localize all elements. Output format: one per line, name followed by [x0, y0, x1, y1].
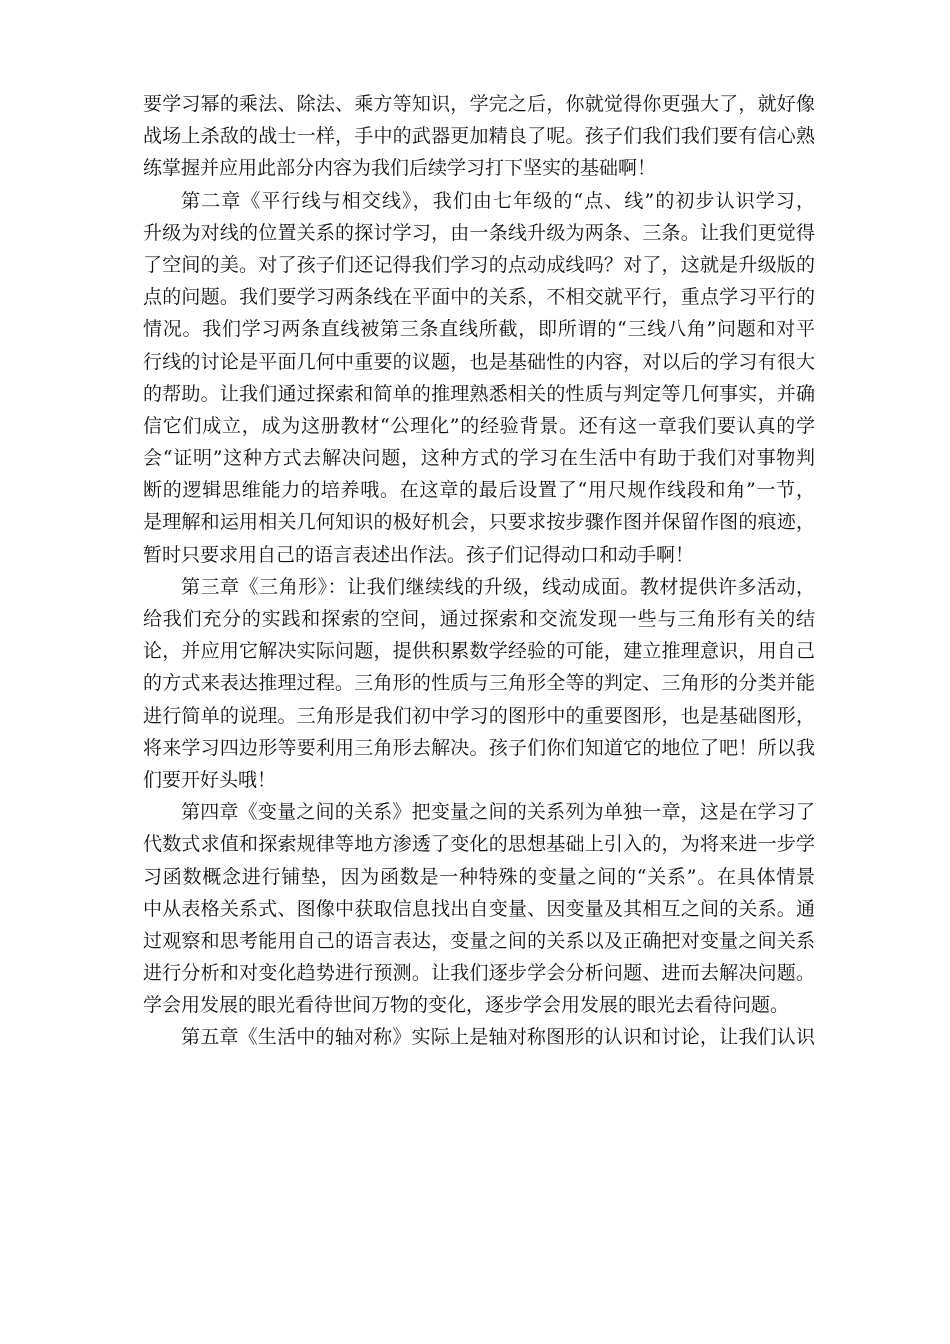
text-line: 进行简单的说理。三角形是我们初中学习的图形中的重要图形，也是基础图形，: [143, 704, 815, 727]
text-line: 代数式求值和探索规律等地方渗透了变化的思想基础上引入的，为将来进一步学: [143, 833, 815, 856]
text-line: 第三章《三角形》：让我们继续线的升级，线动成面。教材提供许多活动，: [181, 575, 815, 598]
text-line: 给我们充分的实践和探索的空间，通过探索和交流发现一些与三角形有关的结: [143, 608, 815, 630]
body-text: [143, 88, 815, 1054]
text-line: 行线的讨论是平面几何中重要的议题，也是基础性的内容，对以后的学习有很大: [143, 350, 815, 373]
text-line: 会“证明”这种方式去解决问题，这种方式的学习在生活中有助于我们对事物判: [143, 447, 815, 470]
text-line: 第二章《平行线与相交线》，我们由七年级的“点、线”的初步认识学习，: [181, 189, 815, 212]
text-line: 暂时只要求用自己的语言表述出作法。孩子们记得动口和动手啊！: [143, 543, 695, 566]
text-line: 过观察和思考能用自己的语言表达，变量之间的关系以及正确把对变量之间关系: [143, 929, 815, 952]
text-line: 习函数概念进行铺垫，因为函数是一种特殊的变量之间的“关系”。在具体情景: [143, 865, 815, 888]
text-line: 信它们成立，成为这册教材“公理化”的经验背景。还有这一章我们要认真的学: [143, 414, 815, 437]
text-line: 论，并应用它解决实际问题，提供积累数学经验的可能，建立推理意识，用自己: [143, 640, 815, 663]
text-line: 情况。我们学习两条直线被第三条直线所截，即所谓的“三线八角”问题和对平: [143, 318, 815, 341]
text-line: 第五章《生活中的轴对称》实际上是轴对称图形的认识和讨论，让我们认识: [181, 1026, 815, 1049]
text-line: 点的问题。我们要学习两条线在平面中的关系，不相交就平行，重点学习平行的: [143, 286, 815, 309]
text-line: 的方式来表达推理过程。三角形的性质与三角形全等的判定、三角形的分类并能: [143, 672, 815, 695]
text-line: 们要开好头哦！: [143, 768, 277, 791]
text-line: 是理解和运用相关几何知识的极好机会，只要求按步骤作图并保留作图的痕迹，: [143, 511, 815, 534]
text-line: 了空间的美。对了孩子们还记得我们学习的点动成线吗？对了，这就是升级版的: [143, 253, 815, 276]
text-line: 练掌握并应用此部分内容为我们后续学习打下坚实的基础啊！: [143, 157, 657, 180]
text-line: 学会用发展的眼光看待世间万物的变化，逐步学会用发展的眼光去看待问题。: [143, 994, 790, 1017]
text-line: 战场上杀敌的战士一样，手中的武器更加精良了呢。孩子们我们我们要有信心熟: [143, 125, 815, 148]
text-line: 进行分析和对变化趋势进行预测。让我们逐步学会分析问题、进而去解决问题。: [143, 962, 815, 985]
text-line: 断的逻辑思维能力的培养哦。在这章的最后设置了“用尺规作线段和角”一节，: [143, 479, 815, 502]
text-line: 升级为对线的位置关系的探讨学习，由一条线升级为两条、三条。让我们更觉得: [143, 221, 815, 244]
text-line: 第四章《变量之间的关系》把变量之间的关系列为单独一章，这是在学习了: [181, 801, 815, 824]
text-line: 中从表格关系式、图像中获取信息找出自变量、因变量及其相互之间的关系。通: [143, 897, 815, 920]
text-line: 将来学习四边形等要利用三角形去解决。孩子们你们知道它的地位了吧！所以我: [143, 736, 815, 759]
text-line: 要学习幂的乘法、除法、乘方等知识，学完之后，你就觉得你更强大了，就好像: [143, 93, 815, 115]
text-line: 的帮助。让我们通过探索和简单的推理熟悉相关的性质与判定等几何事实，并确: [143, 382, 815, 405]
